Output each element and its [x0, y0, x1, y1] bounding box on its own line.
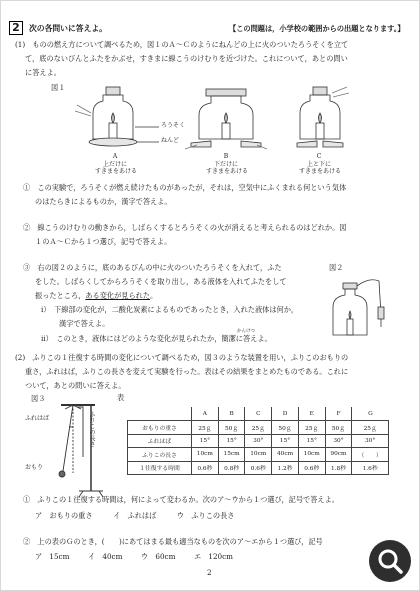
- q2-sub2-choices: ア 15cm イ 40cm ウ 60cm エ 120cm: [35, 552, 233, 561]
- q1-sub1-line1: ① この実験で，ろうそくが燃え続けたものがあったが，それは，空気中にふくまれる何という気体: [23, 183, 347, 192]
- question-title: 次の各問いに答えよ。: [29, 24, 107, 33]
- q2-intro-line3: ついて，あとの問いに答えよ。: [25, 381, 126, 390]
- candle-label: ろうそく: [161, 122, 186, 129]
- table-row: ふりこの長さ 10cm 15cm 10cm 40cm 10cm 90cm （ ）: [128, 448, 389, 462]
- figure-1-setups: [61, 85, 371, 157]
- q1-sub3-line3: 振ったところ，ある変化が見られた。: [35, 291, 158, 300]
- q2-sub1-line1: ① ふりこの１往復する時間は，何によって変わるか。次のア～ウから１つ選び，記号で答えよ。: [23, 495, 339, 504]
- figure-2-bottle: [329, 275, 399, 339]
- col-header-e: E: [298, 407, 325, 421]
- q2-intro-line2: 重さ，ふれはば，ふりこの長さを変えて実験を行った。表はその結果をまとめたものである。これに: [25, 367, 349, 376]
- underlined-phrase: ある変化が見られた: [85, 291, 151, 300]
- weight-label: おもり: [25, 464, 44, 471]
- q1-sub3-line2: をした。しばらくしてからろうそくを取り出し，ある液体を入れてふたをして: [35, 277, 287, 286]
- q1-sub3-i-line1: ⅰ） 下線部の変化が，二酸化炭素によるものであったとき，入れた液体は何か，: [41, 305, 299, 314]
- scope-note: 【この問題は，小学校の範囲からの出題となります。】: [229, 24, 405, 33]
- search-button[interactable]: [369, 540, 411, 582]
- question-number-box: 2: [9, 21, 23, 35]
- results-table: [127, 407, 389, 475]
- setup-b-apparatus: [185, 89, 267, 149]
- q2-sub2-line1: ② 上の表のＧのとき，( )にあてはまる最も適当なものを次のア～エから１つ選び，記号: [23, 537, 323, 546]
- fig2-label: 図２: [329, 263, 344, 272]
- q1-sub2-line2: １のＡ～Ｃから１つ選び，記号で答えよ。: [35, 237, 172, 246]
- setup-a-apparatus: [75, 87, 159, 146]
- q2-sub1-choices: ア おもりの重さ イ ふれはば ウ ふりこの長さ: [35, 511, 235, 520]
- table-row: １往復する時間 0.6秒 0.8秒 0.6秒 1.2秒 0.6秒 1.8秒 1.6秒: [128, 461, 389, 475]
- setup-a-caption: A 上だけに すきまをあける: [95, 153, 138, 175]
- pendulum-length-label: ふりこの長さ: [88, 411, 95, 447]
- col-header-c: C: [245, 407, 272, 421]
- q1-sub3-i-line2: 漢字で答えよ。: [59, 319, 110, 328]
- magnifier-icon: [369, 540, 411, 582]
- q1-intro-line2: て，底のないびんとふたをかぶせ，すきまに線こうのけむりを近づけた。これについて，あとの問い: [25, 54, 348, 63]
- table-row: ふれはば 15° 15° 30° 15° 15° 30° 30°: [128, 434, 389, 448]
- col-header-f: F: [325, 407, 352, 421]
- q2-intro-line1: (2) ふりこの１往復する時間の変化について調べるため，図３のような装置を用い，ふりこのおもりの: [15, 353, 349, 362]
- q1-sub1-line2: のはたらきによるものか，漢字で答えよ。: [35, 197, 172, 206]
- q1-intro-line1: (1) ものの燃え方について調べるため，図１のＡ～Ｃのようにねんどの上に火のついたろうそくを立て: [15, 40, 349, 49]
- clay-label: ねんど: [161, 137, 180, 144]
- setup-c-apparatus: [297, 87, 349, 147]
- ruby-text: かんけつ: [237, 329, 255, 334]
- col-header-d: D: [272, 407, 299, 421]
- col-header-g: G: [352, 407, 389, 421]
- col-header-a: A: [192, 407, 219, 421]
- q1-sub2-line1: ② 線こうのけむりの動きから，しばらくするとろうそくの火が消えると考えられるのはどれか。図: [23, 223, 347, 232]
- table-row: おもりの重さ 25ｇ 50ｇ 25ｇ 50ｇ 25ｇ 50ｇ 25ｇ: [128, 421, 389, 435]
- fig3-label: 図３: [31, 394, 46, 403]
- q1-sub3-ii: ⅱ） このとき，液体にはどのような変化が見られたか，簡潔に答えよ。: [41, 334, 272, 343]
- amplitude-label: ふれはば: [25, 415, 50, 422]
- fig1-label: 図１: [51, 83, 66, 92]
- figure-3-pendulum: [53, 397, 113, 501]
- page-number: 2: [207, 568, 212, 577]
- table-header-row: [128, 407, 389, 421]
- setup-b-caption: B 下だけに すきまをあける: [206, 153, 249, 175]
- setup-c-caption: C 上と下に すきまをあける: [299, 153, 342, 175]
- q1-intro-line3: に答えよ。: [25, 68, 61, 77]
- table-label: 表: [117, 393, 125, 402]
- q1-sub3-line1: ③ 右の図２のように，底のあるびんの中に火のついたろうそくを入れて，ふた: [23, 263, 282, 272]
- col-header-b: B: [218, 407, 245, 421]
